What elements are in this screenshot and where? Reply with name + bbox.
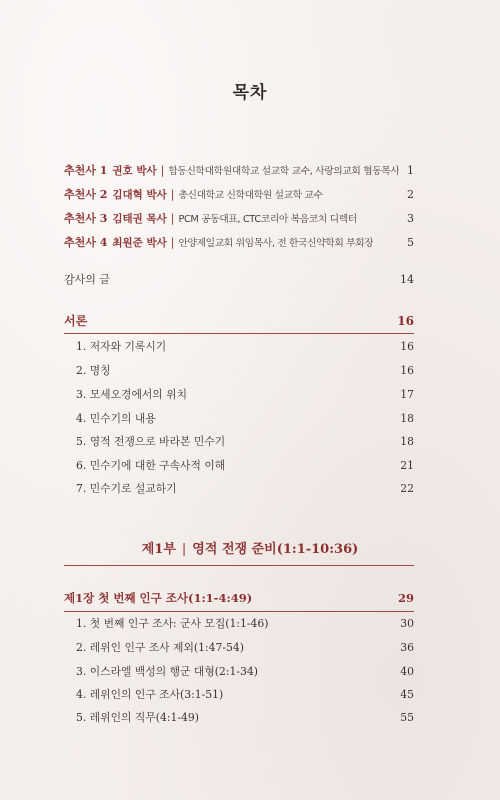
toc-entry[interactable] — [76, 664, 414, 684]
entry-description: PCM 공동대표, CTC코리아 복음코치 디렉터 — [178, 214, 357, 225]
entry-label: 추천사 2 — [64, 188, 108, 201]
toc-chapter[interactable] — [64, 590, 414, 610]
toc-entry[interactable] — [76, 458, 414, 478]
entry-author: 권호 박사 — [112, 165, 157, 177]
entry-label: 추천사 3 — [64, 212, 108, 225]
page-number: 21 — [400, 459, 414, 472]
entry-label: 3. 이스라엘 백성의 행군 대형(2:1-34) — [76, 665, 258, 678]
page-number: 16 — [400, 364, 414, 377]
part-title: 영적 전쟁 준비(1:1-10:36) — [192, 542, 359, 557]
entry-label: 5. 레위인의 직무(4:1-49) — [76, 711, 199, 724]
chapter-divider — [64, 611, 414, 612]
page-title: 목차 — [232, 83, 268, 103]
entry-label: 5. 영적 전쟁으로 바라본 민수기 — [76, 435, 226, 448]
part-label: 제1부 — [141, 542, 176, 557]
entry-label: 감사의 글 — [64, 273, 111, 286]
page-number: 18 — [400, 435, 414, 448]
page-number: 16 — [397, 314, 414, 328]
page-number: 16 — [400, 340, 414, 353]
toc-entry[interactable] — [76, 640, 414, 660]
toc-section-intro[interactable] — [64, 312, 414, 332]
entry-label: 1. 첫 번째 인구 조사: 군사 모집(1:1-46) — [76, 617, 269, 630]
page-number: 55 — [400, 711, 414, 724]
toc-entry[interactable] — [76, 710, 414, 730]
page-number: 1 — [407, 164, 414, 177]
chapter-label: 제1장 첫 번째 인구 조사(1:1-4:49) — [64, 591, 253, 605]
page-number: 2 — [407, 188, 414, 201]
entry-label: 6. 민수기에 대한 구속사적 이해 — [76, 459, 226, 472]
toc-entry-recommendation[interactable] — [64, 210, 414, 230]
entry-label: 2. 레위인 인구 조사 제외(1:47-54) — [76, 641, 244, 654]
entry-author: 김태권 목사 — [112, 213, 167, 225]
page-number: 14 — [400, 273, 414, 286]
entry-author: 최원준 박사 — [112, 237, 167, 249]
toc-entry[interactable] — [76, 387, 414, 407]
toc-entry-recommendation[interactable] — [64, 162, 414, 182]
toc-entry[interactable] — [76, 411, 414, 431]
toc-entry-thanks[interactable] — [64, 271, 414, 291]
section-divider — [64, 333, 414, 334]
page-number: 17 — [400, 388, 414, 401]
toc-entry[interactable] — [76, 339, 414, 359]
entry-description: 총신대학교 신학대학원 설교학 교수 — [178, 190, 323, 201]
toc-entry[interactable] — [76, 434, 414, 454]
separator: | — [170, 236, 175, 249]
page-number: 40 — [400, 665, 414, 678]
separator: | — [170, 212, 175, 225]
entry-label: 추천사 1 — [64, 164, 108, 177]
entry-label: 1. 저자와 기록시기 — [76, 340, 167, 353]
entry-label: 7. 민수기로 설교하기 — [76, 482, 177, 495]
part-divider — [64, 565, 414, 566]
page-number: 22 — [400, 482, 414, 495]
toc-entry[interactable] — [76, 687, 414, 707]
page-number: 36 — [400, 641, 414, 654]
toc-entry[interactable] — [76, 616, 414, 636]
entry-author: 김대혁 박사 — [112, 189, 167, 201]
part-heading[interactable] — [0, 538, 500, 557]
page-number: 30 — [400, 617, 414, 630]
page-number: 3 — [407, 212, 414, 225]
separator: | — [160, 164, 165, 177]
separator: | — [181, 542, 187, 557]
separator: | — [170, 188, 175, 201]
entry-label: 2. 명칭 — [76, 364, 111, 377]
entry-label: 추천사 4 — [64, 236, 108, 249]
section-label: 서론 — [64, 314, 88, 328]
entry-description: 안양제일교회 위임목사, 전 한국신약학회 부회장 — [178, 238, 374, 249]
page-number: 5 — [407, 236, 414, 249]
page-number: 18 — [400, 412, 414, 425]
entry-label: 4. 민수기의 내용 — [76, 412, 156, 425]
toc-entry[interactable] — [76, 481, 414, 501]
page-number: 45 — [400, 688, 414, 701]
entry-label: 4. 레위인의 인구 조사(3:1-51) — [76, 688, 224, 701]
toc-entry-recommendation[interactable] — [64, 234, 414, 254]
page-number: 29 — [397, 591, 414, 605]
entry-description: 합동신학대학원대학교 설교학 교수, 사랑의교회 협동목사 — [168, 166, 400, 177]
entry-label: 3. 모세오경에서의 위치 — [76, 388, 188, 401]
toc-entry-recommendation[interactable] — [64, 186, 414, 206]
toc-entry[interactable] — [76, 363, 414, 383]
